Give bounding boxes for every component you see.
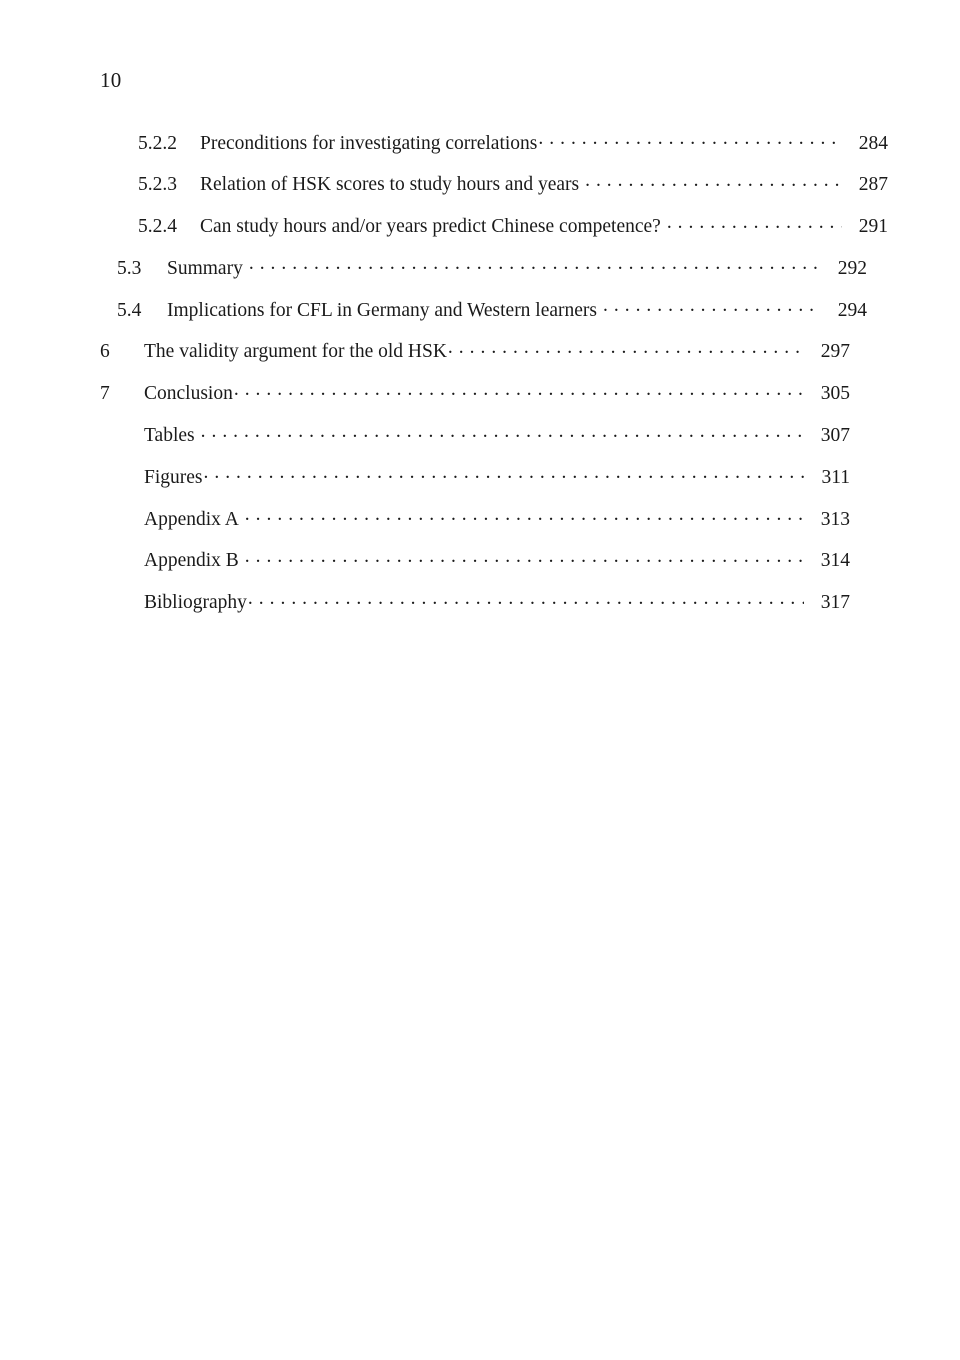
toc-entry-title: Implications for CFL in Germany and Western learners — [167, 299, 598, 321]
toc-entry-page-number: 317 — [820, 592, 850, 614]
toc-entry-title: Bibliography — [144, 592, 247, 614]
toc-entry[interactable] — [100, 171, 888, 213]
toc-entry-page-number: 294 — [837, 299, 867, 321]
toc-entry-title: Conclusion — [144, 383, 233, 405]
toc-entry-title: Figures — [144, 466, 203, 488]
toc-entry[interactable] — [100, 296, 867, 338]
toc-entry-number: 5.2.4 — [138, 216, 177, 238]
toc-entry-title: Summary — [167, 257, 243, 279]
toc-entry-title: Appendix B — [144, 550, 239, 572]
toc-entry[interactable] — [100, 380, 850, 422]
toc-dot-leader — [448, 338, 804, 358]
toc-entry-page-number: 305 — [820, 383, 850, 405]
toc-entry-page-number: 297 — [820, 341, 850, 363]
toc-entry-title: The validity argument for the old HSK — [144, 341, 447, 363]
toc-dot-leader — [234, 380, 804, 400]
toc-dot-leader — [204, 463, 805, 483]
toc-entry-page-number: 284 — [858, 132, 888, 154]
toc-entry-page-number: 291 — [858, 216, 888, 238]
toc-entry-number: 5.4 — [117, 299, 142, 321]
toc-entry-page-number: 314 — [820, 550, 850, 572]
toc-dot-leader — [248, 589, 804, 609]
toc-dot-leader — [245, 547, 804, 567]
toc-entry[interactable] — [100, 547, 850, 589]
toc-entry[interactable] — [100, 213, 888, 255]
toc-entry-number: 5.2.2 — [138, 132, 177, 154]
toc-entry-number: 6 — [100, 341, 110, 363]
toc-dot-leader — [667, 213, 842, 233]
toc-dot-leader — [585, 171, 842, 191]
toc-entry-page-number: 313 — [820, 508, 850, 530]
toc-dot-leader — [249, 254, 821, 274]
toc-entry[interactable] — [100, 463, 850, 505]
toc-entry-title: Appendix A — [144, 508, 239, 530]
toc-entry[interactable] — [100, 338, 850, 380]
toc-entry-number: 5.2.3 — [138, 174, 177, 196]
toc-entry-title: Relation of HSK scores to study hours and years — [200, 174, 580, 196]
toc-dot-leader — [538, 129, 842, 149]
page-folio-number: 10 — [100, 68, 122, 92]
toc-dot-leader — [201, 422, 804, 442]
toc-entry-number: 5.3 — [117, 257, 142, 279]
toc-entry-title: Preconditions for investigating correlations — [200, 132, 538, 154]
toc-entry-page-number: 307 — [820, 425, 850, 447]
toc-entry[interactable] — [100, 422, 850, 464]
toc-entry[interactable] — [100, 505, 850, 547]
toc-entry[interactable] — [100, 254, 867, 296]
toc-dot-leader — [603, 296, 821, 316]
toc-entry-number: 7 — [100, 383, 110, 405]
toc-dot-leader — [245, 505, 804, 525]
toc-entry-title: Tables — [144, 425, 195, 447]
toc-entry[interactable] — [100, 129, 888, 171]
toc-entry-title: Can study hours and/or years predict Chinese competence? — [200, 216, 661, 238]
toc-entry-page-number: 287 — [858, 174, 888, 196]
toc-entry-page-number: 292 — [837, 257, 867, 279]
toc-entry-page-number: 311 — [821, 466, 850, 488]
table-of-contents-list — [100, 129, 888, 631]
toc-entry[interactable] — [100, 589, 850, 631]
